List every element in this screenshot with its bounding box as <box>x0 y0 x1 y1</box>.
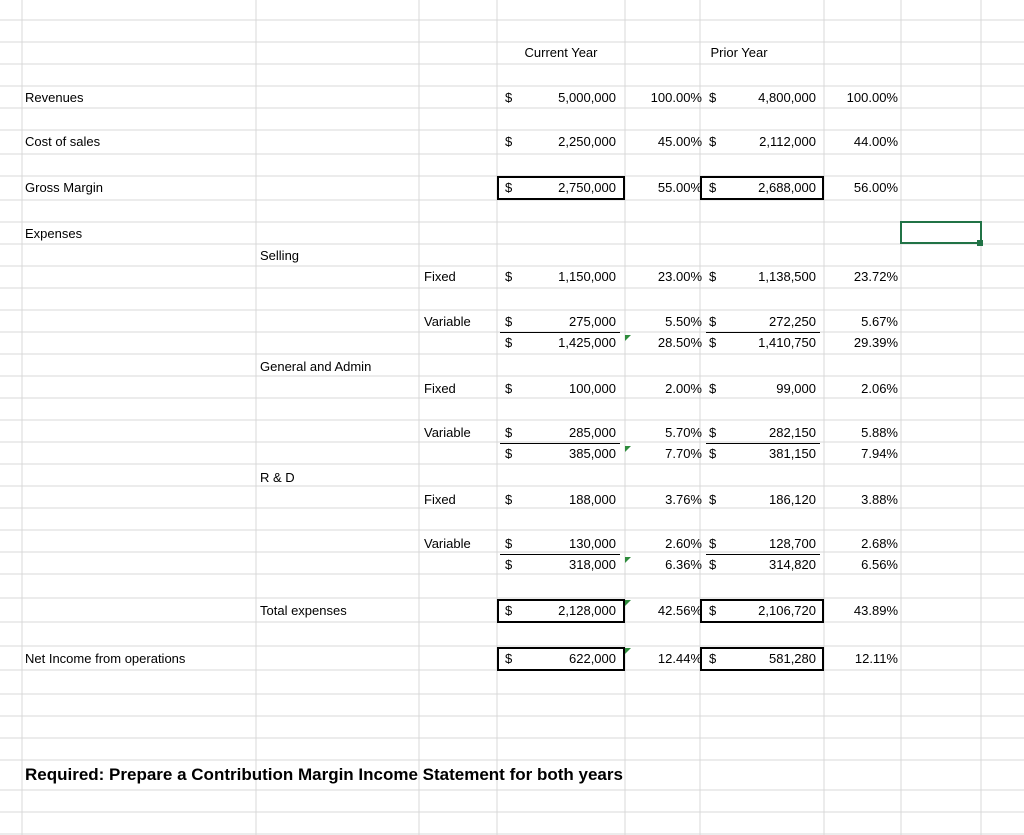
currency-symbol: $ <box>505 134 513 149</box>
gross-margin-prior-pct: 56.00% <box>853 180 898 195</box>
currency-symbol: $ <box>709 180 717 195</box>
ga-variable-current-pct: 5.70% <box>665 425 702 440</box>
selling-variable-current-pct: 5.50% <box>665 314 702 329</box>
rd-variable-current: 130,000 <box>569 536 616 551</box>
currency-symbol: $ <box>505 269 513 284</box>
selling-fixed-prior: 1,138,500 <box>758 269 816 284</box>
ga-variable-prior: 282,150 <box>769 425 816 440</box>
revenues-current-pct: 100.00% <box>650 90 702 105</box>
currency-symbol: $ <box>709 492 717 507</box>
underline <box>500 554 620 555</box>
currency-symbol: $ <box>709 381 717 396</box>
selling-fixed-current: 1,150,000 <box>558 269 616 284</box>
selling-total-prior: 1,410,750 <box>758 335 816 350</box>
total-expenses-prior-pct: 43.89% <box>853 603 898 618</box>
currency-symbol: $ <box>709 425 717 440</box>
fill-handle[interactable] <box>977 240 983 246</box>
rd-total-current-pct: 6.36% <box>665 557 702 572</box>
selling-variable-current: 275,000 <box>569 314 616 329</box>
ga-fixed-current: 100,000 <box>569 381 616 396</box>
selling-total-prior-pct: 29.39% <box>853 335 898 350</box>
currency-symbol: $ <box>505 425 513 440</box>
currency-symbol: $ <box>709 90 717 105</box>
currency-symbol: $ <box>505 603 513 618</box>
selling-variable-prior: 272,250 <box>769 314 816 329</box>
label-ga-fixed: Fixed <box>424 381 456 396</box>
total-expenses-current: 2,128,000 <box>558 603 616 618</box>
ga-fixed-current-pct: 2.00% <box>665 381 702 396</box>
required-instruction: Required: Prepare a Contribution Margin Income Statement for both years <box>25 765 623 784</box>
revenues-prior-pct: 100.00% <box>846 90 898 105</box>
gross-margin-current-pct: 55.00% <box>657 180 702 195</box>
underline <box>706 332 820 333</box>
currency-symbol: $ <box>505 335 513 350</box>
ga-total-current-pct: 7.70% <box>665 446 702 461</box>
net-income-prior-pct: 12.11% <box>854 651 898 666</box>
underline <box>500 443 620 444</box>
label-selling-variable: Variable <box>424 314 471 329</box>
label-net-income: Net Income from operations <box>25 651 186 666</box>
ga-fixed-prior-pct: 2.06% <box>861 381 898 396</box>
currency-symbol: $ <box>709 269 717 284</box>
gross-margin-prior: 2,688,000 <box>758 180 816 195</box>
label-total-expenses: Total expenses <box>260 603 347 618</box>
selected-cell[interactable] <box>900 221 982 244</box>
ga-total-current: 385,000 <box>569 446 616 461</box>
currency-symbol: $ <box>709 651 717 666</box>
ga-fixed-prior: 99,000 <box>776 381 816 396</box>
rd-fixed-prior: 186,120 <box>769 492 816 507</box>
rd-variable-current-pct: 2.60% <box>665 536 702 551</box>
gross-margin-current: 2,750,000 <box>558 180 616 195</box>
selling-total-current: 1,425,000 <box>558 335 616 350</box>
cost-of-sales-prior-pct: 44.00% <box>853 134 898 149</box>
underline <box>706 443 820 444</box>
label-selling-fixed: Fixed <box>424 269 456 284</box>
net-income-current-pct: 12.44% <box>657 651 702 666</box>
label-rd-variable: Variable <box>424 536 471 551</box>
rd-total-prior-pct: 6.56% <box>861 557 898 572</box>
total-expenses-current-pct: 42.56% <box>657 603 702 618</box>
label-ga-variable: Variable <box>424 425 471 440</box>
label-gross-margin: Gross Margin <box>25 180 104 195</box>
label-expenses: Expenses <box>25 226 83 241</box>
currency-symbol: $ <box>709 603 717 618</box>
rd-variable-prior-pct: 2.68% <box>861 536 898 551</box>
label-rd-fixed: Fixed <box>424 492 456 507</box>
ga-variable-current: 285,000 <box>569 425 616 440</box>
label-revenues: Revenues <box>25 90 84 105</box>
selling-total-current-pct: 28.50% <box>657 335 702 350</box>
ga-total-prior: 381,150 <box>769 446 816 461</box>
total-expenses-prior: 2,106,720 <box>758 603 816 618</box>
rd-total-prior: 314,820 <box>769 557 816 572</box>
currency-symbol: $ <box>709 557 717 572</box>
cost-of-sales-current: 2,250,000 <box>558 134 616 149</box>
label-general-admin: General and Admin <box>260 359 372 374</box>
currency-symbol: $ <box>505 492 513 507</box>
label-cost-of-sales: Cost of sales <box>25 134 101 149</box>
label-r-and-d: R & D <box>260 470 295 485</box>
currency-symbol: $ <box>709 536 717 551</box>
selling-fixed-current-pct: 23.00% <box>657 269 702 284</box>
currency-symbol: $ <box>505 381 513 396</box>
underline <box>706 554 820 555</box>
header-current-year: Current Year <box>524 45 598 60</box>
rd-variable-prior: 128,700 <box>769 536 816 551</box>
ga-variable-prior-pct: 5.88% <box>861 425 898 440</box>
label-selling: Selling <box>260 248 300 263</box>
rd-fixed-current-pct: 3.76% <box>665 492 702 507</box>
rd-total-current: 318,000 <box>569 557 616 572</box>
currency-symbol: $ <box>709 314 717 329</box>
net-income-prior: 581,280 <box>769 651 816 666</box>
currency-symbol: $ <box>709 134 717 149</box>
cost-of-sales-current-pct: 45.00% <box>657 134 702 149</box>
net-income-current: 622,000 <box>569 651 616 666</box>
rd-fixed-current: 188,000 <box>569 492 616 507</box>
currency-symbol: $ <box>505 651 513 666</box>
currency-symbol: $ <box>709 335 717 350</box>
currency-symbol: $ <box>709 446 717 461</box>
revenues-current: 5,000,000 <box>558 90 616 105</box>
currency-symbol: $ <box>505 180 513 195</box>
currency-symbol: $ <box>505 536 513 551</box>
currency-symbol: $ <box>505 90 513 105</box>
selling-variable-prior-pct: 5.67% <box>861 314 898 329</box>
revenues-prior: 4,800,000 <box>758 90 816 105</box>
rd-fixed-prior-pct: 3.88% <box>861 492 898 507</box>
underline <box>500 332 620 333</box>
selling-fixed-prior-pct: 23.72% <box>853 269 898 284</box>
currency-symbol: $ <box>505 557 513 572</box>
cost-of-sales-prior: 2,112,000 <box>759 134 816 149</box>
currency-symbol: $ <box>505 446 513 461</box>
header-prior-year: Prior Year <box>710 45 768 60</box>
ga-total-prior-pct: 7.94% <box>861 446 898 461</box>
currency-symbol: $ <box>505 314 513 329</box>
